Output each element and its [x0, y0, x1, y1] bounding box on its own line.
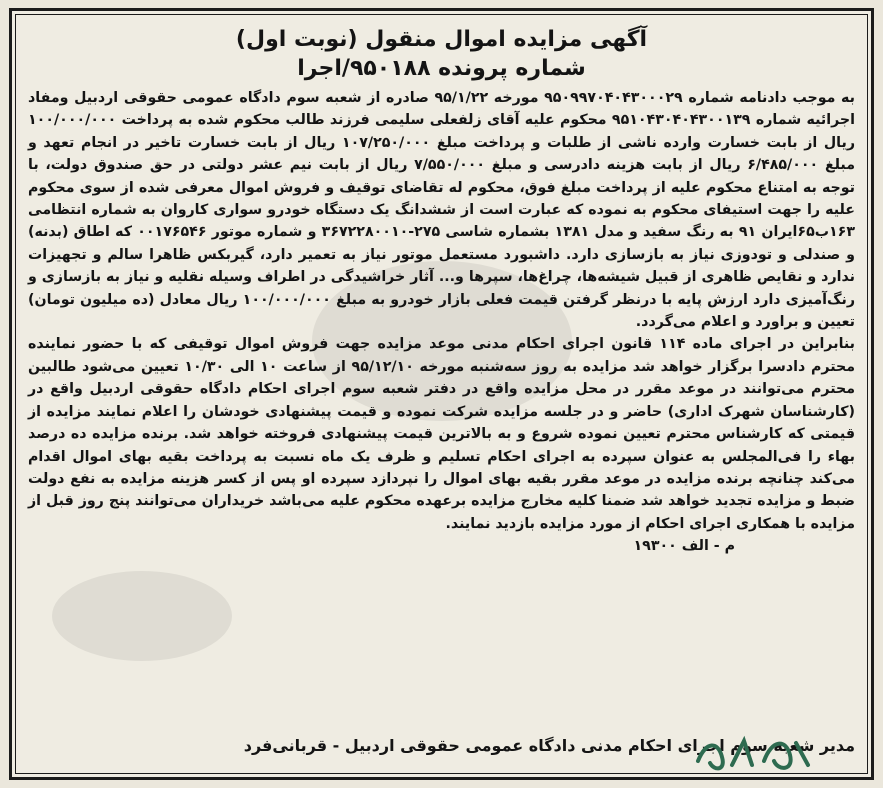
notice-title: آگهی مزایده اموال منقول (نوبت اول)	[235, 27, 648, 52]
notice-paragraph-1: به موجب دادنامه شماره ۹۵۰۹۹۷۰۴۰۴۳۰۰۰۲۹ مورخه ۹۵/۱/۲۲ صادره از شعبه سوم دادگاه عمومی حقوقی اردبیل ومفاد اجرائیه شماره ۹۵۱۰۴۳۰۴۰۴۳۰۰۱۳۹ محکوم علیه آقای زلفعلی سلیمی فرزند طالب محکوم شده به پرداخت ۱۰۰/۰۰۰/۰۰۰ ریال از بابت خسارت وارده ناشی از طلبات و پرداخت مبلغ ۱۰۷/۲۵۰/۰۰۰ ریال از بابت خسارت تاخیر در انجام تعهد و مبلغ ۶/۴۸۵/۰۰۰ ریال از بابت هزینه دادرسی و مبلغ ۷/۵۵۰/۰۰۰ ریال از بابت نیم عشر دولتی در حق صندوق دولت، با توجه به امتناع محکوم علیه از پرداخت مبلغ فوق، محکوم له تقاضای توقیف و فروش اموال معرفی شده از سوی محکوم علیه را جهت استیفای محکوم به نموده که عبارت است از ششدانگ یک دستگاه خودرو سواری کاروان به شماره انتظامی ۱۶۳ب۶۵ایران ۹۱ به رنگ سفید و مدل ۱۳۸۱ بشماره شاسی ۲۷۵-۳۶۷۲۲۸۰۰۱۰ و شماره موتور ۰۰۱۷۶۵۴۶ که اطاق (بدنه) و صندلی و تودوزی نیاز به بازسازی دارد. داشبورد مستعمل موتور نیاز به تعمیر دارد، گیربکس ظاهرا سالم و تجهیزات ندارد و نقایص ظاهری از قبیل شیشه‌ها، چراغ‌ها، سپرها و... آثار خراشیدگی در اطراف وسیله نقلیه و نیاز به بازسازی و رنگ‌آمیزی دارد ارزش پایه با درنظر گرفتن قیمت فعلی بازار خودرو به مبلغ ۱۰۰/۰۰۰/۰۰۰ ریال معادل (ده میلیون تومان) تعیین و براورد و اعلام می‌گردد.	[28, 90, 856, 331]
signature-line: مدیر شعبه سوم اجرای احکام مدنی دادگاه عمومی حقوقی اردبیل - قربانی‌فرد	[243, 736, 855, 755]
notice-frame	[9, 8, 874, 780]
case-number-title: شماره پرونده ۹۵۰۱۸۸/اجرا	[297, 56, 586, 81]
notice-paragraph-2: بنابراین در اجرای ماده ۱۱۴ قانون اجرای احکام مدنی موعد مزایده جهت فروش اموال توقیفی که با حضور نماینده محترم دادسرا برگزار خواهد شد مزایده به روز سه‌شنبه مورخه ۹۵/۱۲/۱۰ از ساعت ۱۰ الی ۱۰/۳۰ تعیین می‌شود طالبین محترم می‌توانند در موعد مقرر در محل مزایده واقع در دفتر شعبه سوم اجرای احکام دادگاه حقوقی اردبیل واقع در (کارشناسان شهرک اداری) حاضر و در جلسه مزایده شرکت نموده و قیمت پیشنهادی خودشان را اعلام نمایند مزایده از قیمتی که کارشناس محترم تعیین نموده شروع و به بالاترین قیمت پیشنهادی فروخته خواهد شد. برنده مزایده ده درصد بهاء را فی‌المجلس به عنوان سپرده به اجرای احکام تسلیم و ظرف یک ماه نسبت به پرداخت بقیه بهای اموال اقدام می‌کند چنانچه برنده مزایده در موعد مقرر بقیه بهای اموال را نپردازد سپرده او پس از کسر هزینه مزایده به نفع دولت ضبط و مزایده تجدید خواهد شد ضمنا کلیه مخارج مزایده برعهده محکوم علیه می‌باشد خریداران می‌توانند پنج روز قبل از مزایده با همکاری اجرای احکام از مورد مزایده بازدید نمایند.	[28, 336, 856, 532]
reference-number: م - الف ۱۹۳۰۰	[633, 538, 735, 555]
paper-smudge	[52, 571, 232, 661]
